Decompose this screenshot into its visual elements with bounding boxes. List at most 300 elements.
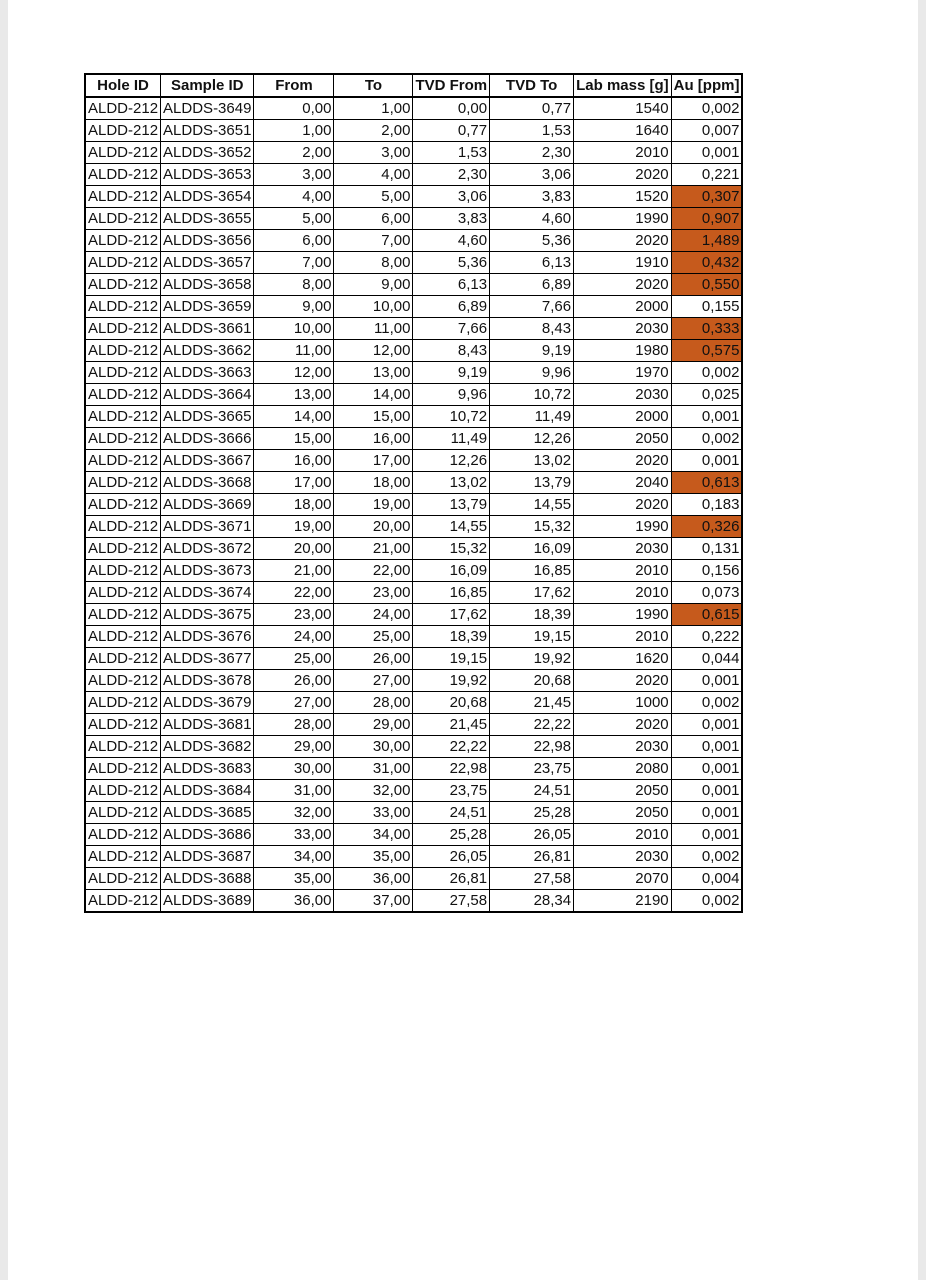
cell-to: 21,00 [334, 538, 413, 560]
cell-from: 12,00 [254, 362, 334, 384]
cell-tvd-from: 19,15 [413, 648, 490, 670]
cell-hole-id: ALDD-212 [85, 186, 161, 208]
cell-au-ppm: 0,183 [671, 494, 742, 516]
cell-to: 26,00 [334, 648, 413, 670]
cell-tvd-to: 20,68 [490, 670, 574, 692]
header-hole-id: Hole ID [85, 74, 161, 97]
cell-tvd-to: 10,72 [490, 384, 574, 406]
cell-lab-mass: 1540 [574, 97, 672, 120]
cell-from: 11,00 [254, 340, 334, 362]
cell-from: 0,00 [254, 97, 334, 120]
cell-sample-id: ALDDS-3681 [161, 714, 254, 736]
cell-from: 20,00 [254, 538, 334, 560]
cell-sample-id: ALDDS-3682 [161, 736, 254, 758]
cell-to: 3,00 [334, 142, 413, 164]
cell-tvd-to: 21,45 [490, 692, 574, 714]
cell-to: 10,00 [334, 296, 413, 318]
cell-tvd-from: 26,05 [413, 846, 490, 868]
cell-au-ppm: 0,221 [671, 164, 742, 186]
cell-au-ppm: 0,001 [671, 824, 742, 846]
cell-from: 33,00 [254, 824, 334, 846]
cell-sample-id: ALDDS-3652 [161, 142, 254, 164]
table-row [85, 890, 742, 913]
cell-to: 23,00 [334, 582, 413, 604]
cell-hole-id: ALDD-212 [85, 736, 161, 758]
cell-to: 28,00 [334, 692, 413, 714]
cell-tvd-from: 6,13 [413, 274, 490, 296]
table-row [85, 538, 742, 560]
cell-from: 5,00 [254, 208, 334, 230]
cell-au-ppm: 0,002 [671, 890, 742, 913]
cell-sample-id: ALDDS-3662 [161, 340, 254, 362]
cell-lab-mass: 2030 [574, 736, 672, 758]
header-from: From [254, 74, 334, 97]
cell-from: 23,00 [254, 604, 334, 626]
cell-tvd-to: 19,92 [490, 648, 574, 670]
cell-au-ppm: 0,326 [671, 516, 742, 538]
cell-from: 36,00 [254, 890, 334, 913]
cell-lab-mass: 1990 [574, 604, 672, 626]
cell-au-ppm: 0,550 [671, 274, 742, 296]
cell-lab-mass: 2020 [574, 230, 672, 252]
table-header [85, 74, 742, 97]
cell-tvd-from: 13,02 [413, 472, 490, 494]
cell-sample-id: ALDDS-3678 [161, 670, 254, 692]
cell-tvd-to: 8,43 [490, 318, 574, 340]
cell-sample-id: ALDDS-3674 [161, 582, 254, 604]
cell-lab-mass: 1000 [574, 692, 672, 714]
cell-lab-mass: 2020 [574, 714, 672, 736]
cell-from: 25,00 [254, 648, 334, 670]
cell-lab-mass: 1980 [574, 340, 672, 362]
cell-lab-mass: 2020 [574, 274, 672, 296]
cell-sample-id: ALDDS-3665 [161, 406, 254, 428]
cell-au-ppm: 0,307 [671, 186, 742, 208]
cell-tvd-from: 16,09 [413, 560, 490, 582]
cell-tvd-from: 17,62 [413, 604, 490, 626]
cell-tvd-from: 9,96 [413, 384, 490, 406]
cell-tvd-from: 27,58 [413, 890, 490, 913]
cell-sample-id: ALDDS-3661 [161, 318, 254, 340]
cell-tvd-from: 4,60 [413, 230, 490, 252]
cell-tvd-from: 21,45 [413, 714, 490, 736]
cell-to: 13,00 [334, 362, 413, 384]
cell-hole-id: ALDD-212 [85, 890, 161, 913]
cell-au-ppm: 0,613 [671, 472, 742, 494]
table-row [85, 450, 742, 472]
cell-lab-mass: 2010 [574, 560, 672, 582]
cell-hole-id: ALDD-212 [85, 406, 161, 428]
cell-tvd-from: 26,81 [413, 868, 490, 890]
cell-au-ppm: 0,002 [671, 846, 742, 868]
cell-hole-id: ALDD-212 [85, 582, 161, 604]
cell-hole-id: ALDD-212 [85, 252, 161, 274]
cell-tvd-from: 14,55 [413, 516, 490, 538]
table-row [85, 560, 742, 582]
cell-hole-id: ALDD-212 [85, 648, 161, 670]
cell-tvd-to: 12,26 [490, 428, 574, 450]
cell-au-ppm: 0,002 [671, 97, 742, 120]
cell-tvd-to: 3,06 [490, 164, 574, 186]
cell-lab-mass: 2030 [574, 384, 672, 406]
cell-to: 9,00 [334, 274, 413, 296]
cell-to: 15,00 [334, 406, 413, 428]
cell-sample-id: ALDDS-3657 [161, 252, 254, 274]
cell-hole-id: ALDD-212 [85, 714, 161, 736]
cell-sample-id: ALDDS-3684 [161, 780, 254, 802]
cell-tvd-to: 1,53 [490, 120, 574, 142]
cell-tvd-from: 13,79 [413, 494, 490, 516]
cell-to: 22,00 [334, 560, 413, 582]
cell-sample-id: ALDDS-3656 [161, 230, 254, 252]
cell-hole-id: ALDD-212 [85, 230, 161, 252]
cell-hole-id: ALDD-212 [85, 362, 161, 384]
cell-to: 6,00 [334, 208, 413, 230]
cell-lab-mass: 1640 [574, 120, 672, 142]
cell-from: 9,00 [254, 296, 334, 318]
table-row [85, 802, 742, 824]
cell-hole-id: ALDD-212 [85, 340, 161, 362]
header-tvd-from: TVD From [413, 74, 490, 97]
cell-sample-id: ALDDS-3676 [161, 626, 254, 648]
cell-lab-mass: 2000 [574, 296, 672, 318]
cell-hole-id: ALDD-212 [85, 296, 161, 318]
cell-from: 13,00 [254, 384, 334, 406]
cell-lab-mass: 2010 [574, 582, 672, 604]
cell-sample-id: ALDDS-3686 [161, 824, 254, 846]
cell-tvd-from: 15,32 [413, 538, 490, 560]
cell-sample-id: ALDDS-3654 [161, 186, 254, 208]
cell-from: 17,00 [254, 472, 334, 494]
cell-to: 18,00 [334, 472, 413, 494]
cell-sample-id: ALDDS-3683 [161, 758, 254, 780]
header-lab-mass: Lab mass [g] [574, 74, 672, 97]
cell-from: 4,00 [254, 186, 334, 208]
cell-au-ppm: 0,002 [671, 692, 742, 714]
cell-tvd-to: 22,22 [490, 714, 574, 736]
cell-tvd-from: 19,92 [413, 670, 490, 692]
cell-au-ppm: 1,489 [671, 230, 742, 252]
cell-lab-mass: 1910 [574, 252, 672, 274]
table-row [85, 406, 742, 428]
table-row [85, 692, 742, 714]
table-row [85, 472, 742, 494]
cell-tvd-from: 11,49 [413, 428, 490, 450]
cell-to: 31,00 [334, 758, 413, 780]
cell-au-ppm: 0,001 [671, 802, 742, 824]
table-row [85, 318, 742, 340]
table-row [85, 230, 742, 252]
cell-to: 7,00 [334, 230, 413, 252]
cell-lab-mass: 1970 [574, 362, 672, 384]
cell-tvd-from: 3,06 [413, 186, 490, 208]
table-row [85, 428, 742, 450]
cell-au-ppm: 0,025 [671, 384, 742, 406]
cell-tvd-from: 18,39 [413, 626, 490, 648]
cell-lab-mass: 1990 [574, 208, 672, 230]
cell-to: 14,00 [334, 384, 413, 406]
cell-from: 22,00 [254, 582, 334, 604]
cell-au-ppm: 0,001 [671, 670, 742, 692]
cell-sample-id: ALDDS-3666 [161, 428, 254, 450]
cell-tvd-to: 23,75 [490, 758, 574, 780]
table-row [85, 824, 742, 846]
cell-tvd-to: 27,58 [490, 868, 574, 890]
cell-hole-id: ALDD-212 [85, 670, 161, 692]
cell-au-ppm: 0,615 [671, 604, 742, 626]
cell-sample-id: ALDDS-3685 [161, 802, 254, 824]
cell-to: 19,00 [334, 494, 413, 516]
cell-from: 26,00 [254, 670, 334, 692]
cell-tvd-to: 9,96 [490, 362, 574, 384]
cell-to: 8,00 [334, 252, 413, 274]
cell-sample-id: ALDDS-3671 [161, 516, 254, 538]
table-row [85, 186, 742, 208]
cell-tvd-from: 1,53 [413, 142, 490, 164]
table-body [85, 97, 742, 912]
cell-from: 7,00 [254, 252, 334, 274]
cell-au-ppm: 0,333 [671, 318, 742, 340]
cell-tvd-from: 8,43 [413, 340, 490, 362]
cell-to: 16,00 [334, 428, 413, 450]
cell-from: 35,00 [254, 868, 334, 890]
cell-tvd-from: 3,83 [413, 208, 490, 230]
cell-hole-id: ALDD-212 [85, 208, 161, 230]
cell-sample-id: ALDDS-3679 [161, 692, 254, 714]
cell-hole-id: ALDD-212 [85, 428, 161, 450]
cell-tvd-from: 25,28 [413, 824, 490, 846]
table-row [85, 626, 742, 648]
cell-sample-id: ALDDS-3649 [161, 97, 254, 120]
cell-tvd-from: 0,00 [413, 97, 490, 120]
cell-tvd-to: 16,09 [490, 538, 574, 560]
cell-au-ppm: 0,001 [671, 450, 742, 472]
cell-tvd-to: 28,34 [490, 890, 574, 913]
cell-sample-id: ALDDS-3653 [161, 164, 254, 186]
cell-tvd-to: 5,36 [490, 230, 574, 252]
cell-tvd-to: 13,02 [490, 450, 574, 472]
cell-to: 1,00 [334, 97, 413, 120]
cell-tvd-to: 18,39 [490, 604, 574, 626]
table-row [85, 274, 742, 296]
cell-from: 34,00 [254, 846, 334, 868]
cell-tvd-to: 13,79 [490, 472, 574, 494]
cell-to: 33,00 [334, 802, 413, 824]
header-row [85, 74, 742, 97]
cell-hole-id: ALDD-212 [85, 846, 161, 868]
assay-table-container [84, 73, 743, 913]
cell-tvd-from: 10,72 [413, 406, 490, 428]
cell-au-ppm: 0,073 [671, 582, 742, 604]
table-row [85, 670, 742, 692]
cell-au-ppm: 0,156 [671, 560, 742, 582]
cell-au-ppm: 0,001 [671, 736, 742, 758]
cell-sample-id: ALDDS-3655 [161, 208, 254, 230]
cell-tvd-from: 9,19 [413, 362, 490, 384]
table-row [85, 362, 742, 384]
document-page [8, 0, 918, 1280]
cell-hole-id: ALDD-212 [85, 494, 161, 516]
table-row [85, 582, 742, 604]
table-row [85, 384, 742, 406]
table-row [85, 340, 742, 362]
header-to: To [334, 74, 413, 97]
cell-hole-id: ALDD-212 [85, 780, 161, 802]
table-row [85, 97, 742, 120]
cell-tvd-from: 6,89 [413, 296, 490, 318]
cell-to: 37,00 [334, 890, 413, 913]
cell-tvd-from: 22,22 [413, 736, 490, 758]
cell-tvd-to: 4,60 [490, 208, 574, 230]
cell-tvd-from: 23,75 [413, 780, 490, 802]
cell-from: 15,00 [254, 428, 334, 450]
table-row [85, 252, 742, 274]
cell-lab-mass: 2080 [574, 758, 672, 780]
cell-lab-mass: 2020 [574, 450, 672, 472]
cell-tvd-to: 14,55 [490, 494, 574, 516]
cell-from: 30,00 [254, 758, 334, 780]
cell-sample-id: ALDDS-3659 [161, 296, 254, 318]
cell-tvd-from: 24,51 [413, 802, 490, 824]
cell-tvd-to: 19,15 [490, 626, 574, 648]
cell-to: 36,00 [334, 868, 413, 890]
cell-from: 18,00 [254, 494, 334, 516]
cell-from: 2,00 [254, 142, 334, 164]
table-row [85, 846, 742, 868]
table-row [85, 494, 742, 516]
table-row [85, 604, 742, 626]
cell-lab-mass: 2020 [574, 164, 672, 186]
cell-from: 10,00 [254, 318, 334, 340]
cell-au-ppm: 0,001 [671, 758, 742, 780]
cell-tvd-to: 26,81 [490, 846, 574, 868]
cell-lab-mass: 2050 [574, 802, 672, 824]
cell-au-ppm: 0,002 [671, 362, 742, 384]
cell-au-ppm: 0,004 [671, 868, 742, 890]
cell-tvd-to: 15,32 [490, 516, 574, 538]
cell-to: 27,00 [334, 670, 413, 692]
cell-to: 20,00 [334, 516, 413, 538]
cell-from: 21,00 [254, 560, 334, 582]
cell-hole-id: ALDD-212 [85, 472, 161, 494]
cell-hole-id: ALDD-212 [85, 516, 161, 538]
cell-from: 32,00 [254, 802, 334, 824]
cell-tvd-from: 20,68 [413, 692, 490, 714]
cell-to: 32,00 [334, 780, 413, 802]
cell-lab-mass: 1620 [574, 648, 672, 670]
cell-sample-id: ALDDS-3667 [161, 450, 254, 472]
cell-tvd-to: 9,19 [490, 340, 574, 362]
cell-hole-id: ALDD-212 [85, 538, 161, 560]
cell-tvd-from: 22,98 [413, 758, 490, 780]
cell-from: 28,00 [254, 714, 334, 736]
cell-hole-id: ALDD-212 [85, 450, 161, 472]
cell-hole-id: ALDD-212 [85, 120, 161, 142]
cell-hole-id: ALDD-212 [85, 824, 161, 846]
cell-sample-id: ALDDS-3668 [161, 472, 254, 494]
cell-tvd-to: 22,98 [490, 736, 574, 758]
cell-au-ppm: 0,001 [671, 142, 742, 164]
cell-from: 6,00 [254, 230, 334, 252]
cell-lab-mass: 2010 [574, 142, 672, 164]
cell-au-ppm: 0,007 [671, 120, 742, 142]
cell-au-ppm: 0,001 [671, 780, 742, 802]
cell-lab-mass: 2030 [574, 538, 672, 560]
cell-tvd-from: 0,77 [413, 120, 490, 142]
cell-tvd-to: 6,13 [490, 252, 574, 274]
cell-to: 5,00 [334, 186, 413, 208]
cell-from: 31,00 [254, 780, 334, 802]
cell-hole-id: ALDD-212 [85, 626, 161, 648]
table-row [85, 208, 742, 230]
cell-sample-id: ALDDS-3675 [161, 604, 254, 626]
cell-sample-id: ALDDS-3663 [161, 362, 254, 384]
cell-hole-id: ALDD-212 [85, 384, 161, 406]
cell-lab-mass: 1990 [574, 516, 672, 538]
cell-from: 3,00 [254, 164, 334, 186]
cell-lab-mass: 2190 [574, 890, 672, 913]
cell-lab-mass: 2030 [574, 318, 672, 340]
cell-tvd-to: 11,49 [490, 406, 574, 428]
cell-au-ppm: 0,044 [671, 648, 742, 670]
cell-to: 11,00 [334, 318, 413, 340]
cell-from: 19,00 [254, 516, 334, 538]
cell-sample-id: ALDDS-3664 [161, 384, 254, 406]
cell-hole-id: ALDD-212 [85, 318, 161, 340]
cell-from: 16,00 [254, 450, 334, 472]
cell-hole-id: ALDD-212 [85, 97, 161, 120]
cell-from: 1,00 [254, 120, 334, 142]
cell-tvd-from: 7,66 [413, 318, 490, 340]
cell-lab-mass: 2020 [574, 494, 672, 516]
cell-au-ppm: 0,432 [671, 252, 742, 274]
cell-from: 8,00 [254, 274, 334, 296]
cell-tvd-to: 3,83 [490, 186, 574, 208]
cell-sample-id: ALDDS-3658 [161, 274, 254, 296]
cell-hole-id: ALDD-212 [85, 868, 161, 890]
cell-from: 27,00 [254, 692, 334, 714]
cell-lab-mass: 2020 [574, 670, 672, 692]
table-row [85, 164, 742, 186]
cell-from: 24,00 [254, 626, 334, 648]
cell-au-ppm: 0,001 [671, 406, 742, 428]
cell-au-ppm: 0,001 [671, 714, 742, 736]
cell-lab-mass: 2000 [574, 406, 672, 428]
cell-tvd-from: 2,30 [413, 164, 490, 186]
cell-tvd-to: 6,89 [490, 274, 574, 296]
table-row [85, 120, 742, 142]
cell-hole-id: ALDD-212 [85, 164, 161, 186]
table-row [85, 780, 742, 802]
cell-sample-id: ALDDS-3677 [161, 648, 254, 670]
cell-tvd-from: 16,85 [413, 582, 490, 604]
cell-from: 29,00 [254, 736, 334, 758]
cell-au-ppm: 0,907 [671, 208, 742, 230]
cell-sample-id: ALDDS-3689 [161, 890, 254, 913]
cell-tvd-to: 2,30 [490, 142, 574, 164]
cell-hole-id: ALDD-212 [85, 142, 161, 164]
cell-au-ppm: 0,131 [671, 538, 742, 560]
cell-sample-id: ALDDS-3673 [161, 560, 254, 582]
cell-to: 34,00 [334, 824, 413, 846]
header-tvd-to: TVD To [490, 74, 574, 97]
cell-lab-mass: 2010 [574, 626, 672, 648]
table-row [85, 142, 742, 164]
cell-hole-id: ALDD-212 [85, 758, 161, 780]
cell-tvd-from: 12,26 [413, 450, 490, 472]
cell-au-ppm: 0,002 [671, 428, 742, 450]
cell-tvd-to: 17,62 [490, 582, 574, 604]
